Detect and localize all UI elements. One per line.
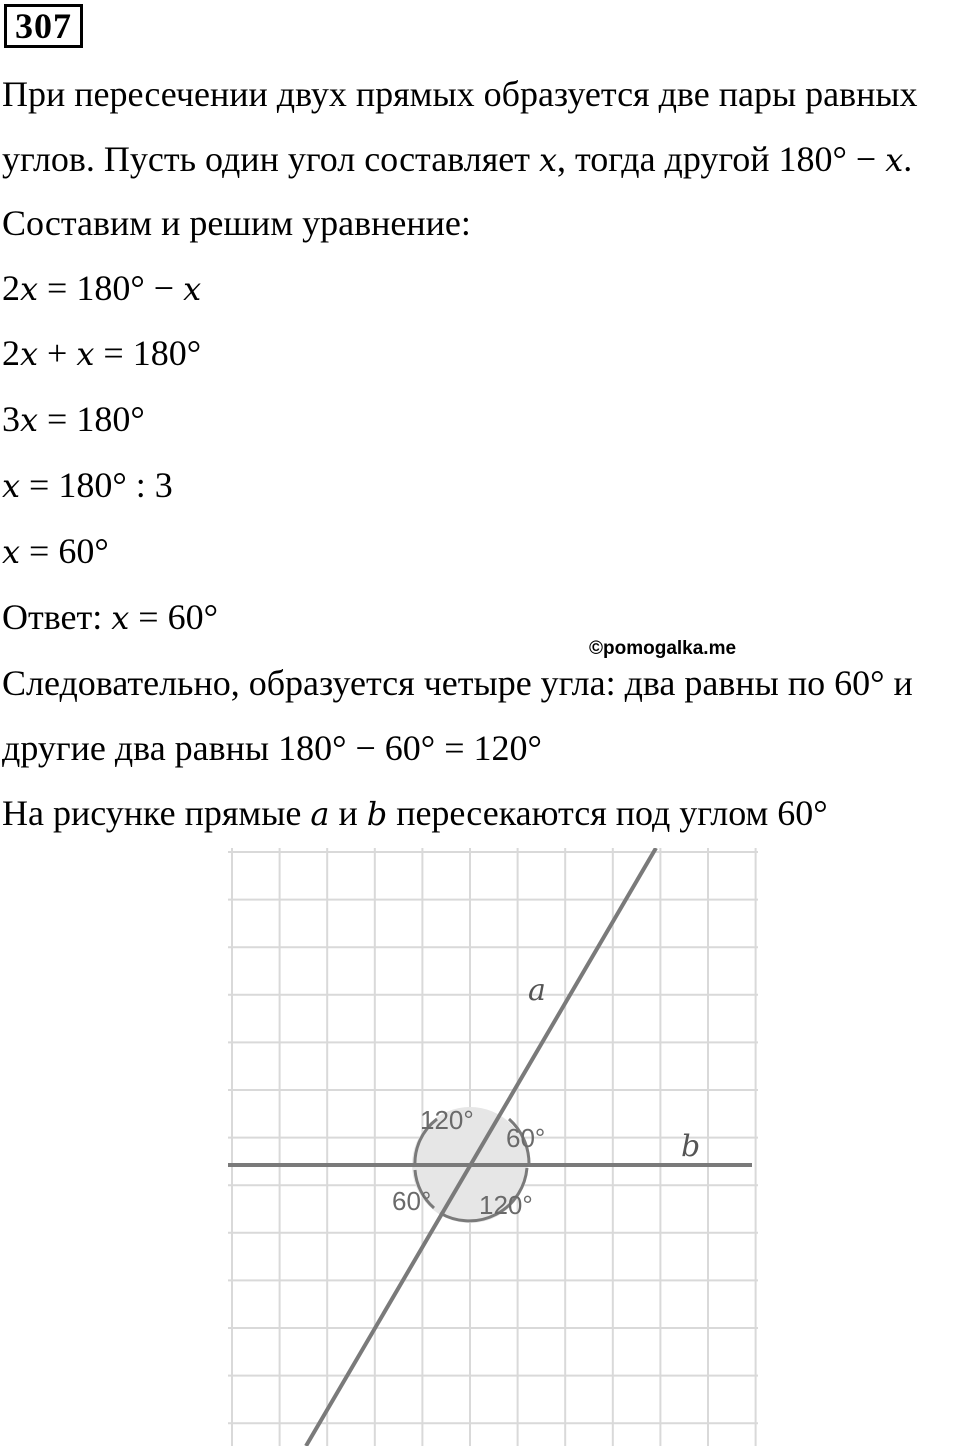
variable-b: b — [366, 795, 388, 833]
equation-line — [2, 266, 201, 311]
variable-x: x — [20, 335, 39, 373]
angle-label-bottom-right: 120° — [479, 1190, 533, 1220]
text-segment: углов. Пусть один угол составляет — [2, 139, 539, 179]
variable-x: x — [183, 270, 202, 308]
variable-x: x — [2, 467, 21, 505]
paragraph-line — [2, 201, 471, 245]
text-segment: = 180° − — [38, 268, 184, 308]
text-segment: другие два равны 180° − 60° = 120° — [2, 728, 542, 768]
variable-a: a — [310, 795, 330, 833]
line-b-label: b — [681, 1129, 701, 1164]
text-segment: 2 — [2, 268, 20, 308]
paragraph-line — [2, 791, 828, 836]
angle-label-top-left: 120° — [420, 1105, 474, 1135]
text-segment: пересекаются под углом 60° — [387, 793, 828, 833]
text-segment: Следовательно, образуется четыре угла: два равны по 60° и — [2, 663, 913, 703]
intersecting-lines-figure — [228, 848, 758, 1446]
text-segment: и — [329, 793, 367, 833]
text-segment: Составим и решим уравнение: — [2, 203, 471, 243]
line-a-label: a — [528, 973, 546, 1008]
text-segment: + — [38, 333, 77, 373]
text-segment: = 60° — [20, 531, 109, 571]
angle-label-bottom-left: 60° — [392, 1186, 432, 1216]
equation-line — [2, 463, 173, 508]
variable-x: x — [76, 335, 95, 373]
text-segment: = 180° — [94, 333, 202, 373]
variable-x: x — [885, 141, 904, 179]
angle-label-top-right: 60° — [506, 1123, 546, 1153]
problem-number: 307 — [4, 4, 83, 48]
paragraph-line — [2, 72, 918, 116]
line-a — [306, 848, 656, 1446]
text-segment: , тогда другой 180° − — [557, 139, 886, 179]
paragraph-line — [2, 726, 542, 770]
text-segment: = 180° — [38, 399, 145, 439]
text-segment: = 180° : 3 — [20, 465, 173, 505]
text-segment: 3 — [2, 399, 20, 439]
text-segment: 2 — [2, 333, 20, 373]
answer-line — [2, 595, 218, 640]
equation-line — [2, 397, 145, 442]
paragraph-line — [2, 137, 912, 182]
variable-x: x — [111, 599, 130, 637]
text-segment: Ответ: — [2, 597, 112, 637]
text-segment: = 60° — [129, 597, 218, 637]
equation-line — [2, 529, 109, 574]
watermark: ©pomogalka.me — [589, 638, 737, 659]
variable-x: x — [538, 141, 558, 179]
text-segment: На рисунке прямые — [2, 793, 311, 833]
variable-x: x — [2, 533, 21, 571]
paragraph-line — [2, 661, 913, 705]
text-segment: При пересечении двух прямых образуется две пары равных — [2, 74, 918, 114]
variable-x: x — [20, 401, 39, 439]
text-segment: . — [903, 139, 913, 179]
variable-x: x — [20, 270, 39, 308]
equation-line — [2, 331, 201, 376]
